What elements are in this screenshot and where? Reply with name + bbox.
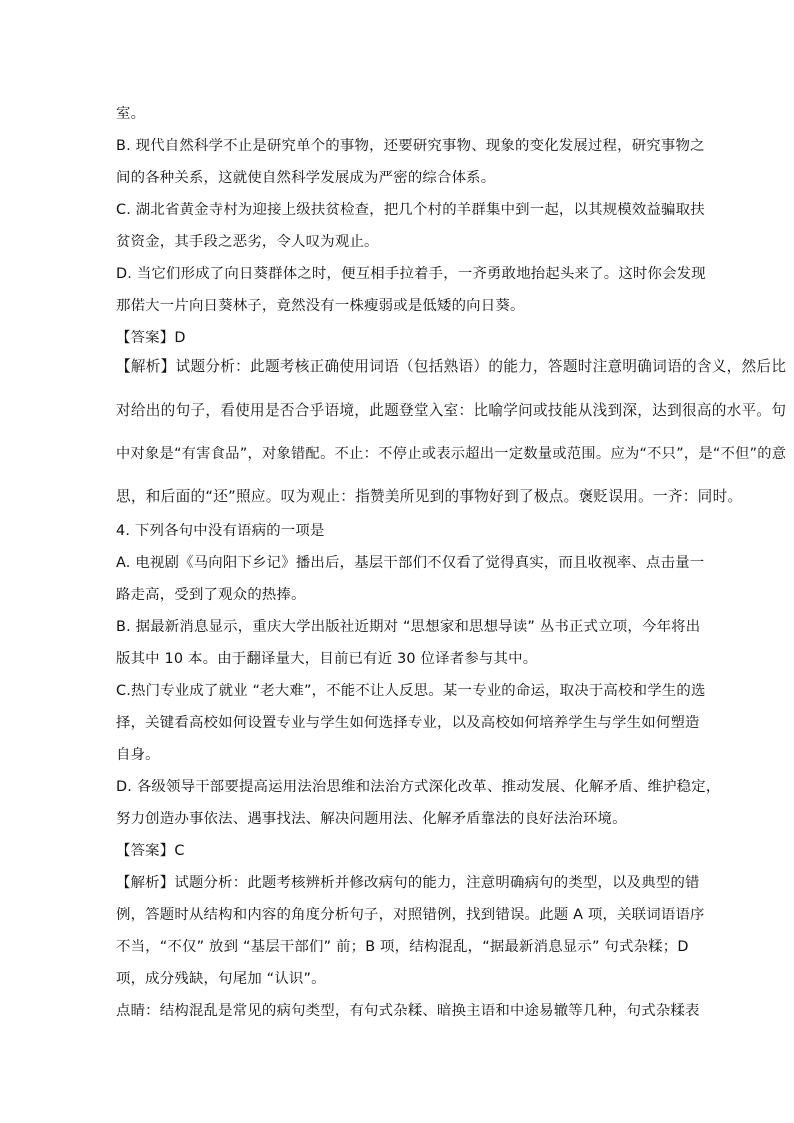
option-d-line: D. 各级领导干部要提高运用法治思维和法治方式深化改革、推动发展、化解矛盾、维护稳定， [116, 779, 721, 795]
option-b-line: B. 现代自然科学不止是研究单个的事物，还要研究事物、现象的变化发展过程，研究事物之 [116, 138, 705, 154]
answer-line: 【答案】C [116, 843, 185, 859]
answer-line: 【答案】D [116, 330, 186, 346]
text-line: 路走高，受到了观众的热捧。 [116, 587, 306, 603]
text-line: 室。 [116, 106, 146, 122]
text-line: 择，关键看高校如何设置专业与学生如何选择专业，以及高校如何培养学生与学生如何塑造 [116, 715, 700, 731]
option-a-line: A. 电视剧《马向阳下乡记》播出后，基层干部们不仅看了觉得真实，而且收视率、点击量一 [116, 555, 705, 571]
analysis-line: 项，成分残缺，句尾加 “认识”。 [116, 971, 326, 987]
analysis-line: 思，和后面的“还”照应。叹为观止：指赞美所见到的事物好到了极点。褒贬误用。一齐：同时。 [116, 488, 743, 505]
option-b-line: B. 据最新消息显示，重庆大学出版社近期对 “思想家和思想导读” 丛书正式立项，今年将出 [116, 619, 701, 635]
text-line: 版其中 10 本。由于翻译量大，目前已有近 30 位译者参与其中。 [116, 651, 538, 667]
option-d-line: D. 当它们形成了向日葵群体之时，便互相手拉着手，一齐勇敢地抬起头来了。这时你会发现 [116, 266, 706, 282]
analysis-line: 例，答题时从结构和内容的角度分析句子，对照错例，找到错误。此题 A 项，关联词语语序 [116, 907, 705, 923]
highlight-note-line: 点睛：结构混乱是常见的病句类型，有句式杂糅、暗换主语和中途易辙等几种，句式杂糅表 [116, 1003, 700, 1019]
text-line: 努力创造办事依法、遇事找法、解决问题用法、化解矛盾靠法的良好法治环境。 [116, 811, 627, 827]
analysis-line: 【解析】试题分析：此题考核正确使用词语（包括熟语）的能力，答题时注意明确词语的含义，然后比 [116, 358, 787, 375]
text-line: 间的各种关系，这就使自然科学发展成为严密的综合体系。 [116, 170, 496, 186]
analysis-line: 不当，“不仅” 放到 “基层干部们” 前；B 项，结构混乱，“据最新消息显示” 句式杂糅；D [116, 939, 689, 955]
text-line: 贫资金，其手段之恶劣，令人叹为观止。 [116, 234, 379, 250]
text-line: 自身。 [116, 747, 160, 763]
question-title: 4. 下列各句中没有语病的一项是 [116, 523, 325, 539]
option-c-line: C.热门专业成了就业 “老大难”，不能不让人反思。某一专业的命运，取决于高校和学生的选 [116, 683, 706, 699]
analysis-line: 中对象是“有害食品”，对象错配。不止：不停止或表示超出一定数量或范围。应为“不只”，是“不但”的意 [116, 446, 787, 462]
text-line: 那偌大一片向日葵林子，竟然没有一株瘦弱或是低矮的向日葵。 [116, 298, 525, 314]
option-c-line: C. 湖北省黄金寺村为迎接上级扶贫检查，把几个村的羊群集中到一起，以其规模效益骗取扶 [116, 202, 705, 218]
analysis-line: 对给出的句子，看使用是否合乎语境，此题登堂入室：比喻学问或技能从浅到深，达到很高的水平。句 [116, 402, 787, 419]
analysis-line: 【解析】试题分析：此题考核辨析并修改病句的能力，注意明确病句的类型，以及典型的错 [116, 875, 700, 891]
